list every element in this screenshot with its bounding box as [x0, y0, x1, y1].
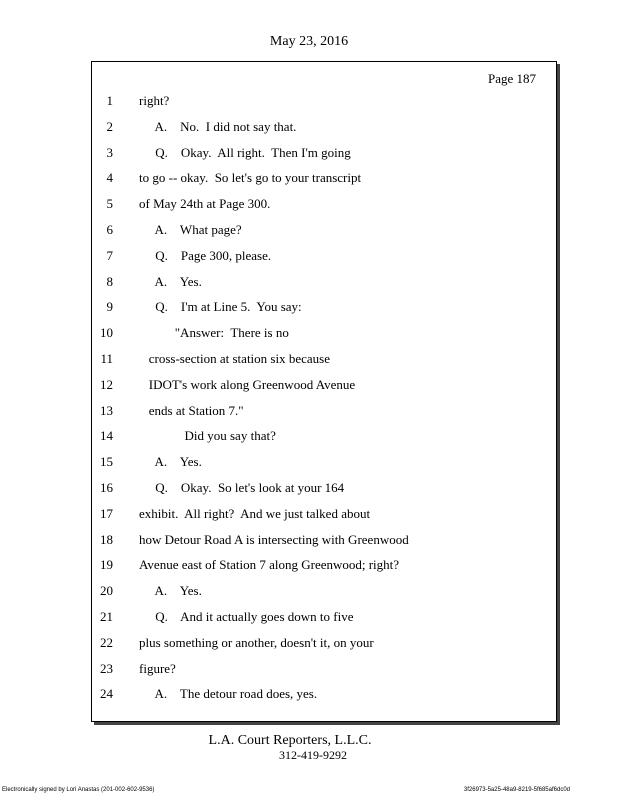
transcript-line	[92, 93, 556, 113]
line-number: 12	[100, 376, 113, 392]
line-text: IDOT's work along Greenwood Avenue	[139, 376, 356, 392]
line-text: Q. Page 300, please.	[139, 247, 272, 263]
line-text: Q. And it actually goes down to five	[139, 609, 354, 624]
line-number: 3	[106, 144, 113, 160]
transcript-line	[92, 635, 556, 655]
page-number: Page 187	[487, 71, 536, 86]
line-text: A. Yes.	[139, 454, 202, 470]
transcript-line	[92, 119, 556, 139]
line-text: A. No. I did not say that.	[139, 118, 297, 134]
line-number: 2	[106, 118, 113, 134]
transcript-line	[92, 506, 556, 526]
line-text: Q. Okay. So let's look at your 164	[139, 480, 345, 495]
line-number: 7	[106, 247, 113, 263]
line-number: 8	[106, 273, 113, 289]
transcript-line	[92, 222, 556, 242]
transcript-page	[91, 61, 557, 722]
line-number: 20	[100, 583, 113, 599]
line-number: 14	[100, 428, 113, 444]
line-number: 24	[100, 686, 113, 702]
line-number: 13	[100, 402, 113, 418]
transcript-line	[92, 661, 556, 681]
transcript-line	[92, 532, 556, 552]
line-number: 16	[100, 480, 113, 495]
line-text: Did you say that?	[139, 428, 276, 444]
electronic-signature-note: Electronically signed by Lori Anastas (201-002-602-9536)	[2, 787, 155, 793]
line-text: A. What page?	[139, 222, 242, 237]
line-text: A. The detour road does, yes.	[139, 686, 318, 702]
line-text: ends at Station 7."	[139, 402, 244, 418]
line-number: 23	[100, 660, 113, 676]
reporter-company: L.A. Court Reporters, L.L.C.	[208, 733, 372, 748]
transcript-line	[92, 196, 556, 216]
line-number: 22	[100, 634, 113, 650]
transcript-line	[92, 325, 556, 345]
line-text: Q. I'm at Line 5. You say:	[139, 299, 302, 315]
transcript-line	[92, 686, 556, 706]
line-number: 5	[106, 196, 113, 212]
line-text: cross-section at station six because	[139, 351, 330, 366]
line-text: of May 24th at Page 300.	[139, 196, 271, 212]
line-number: 15	[100, 454, 113, 470]
transcript-line	[92, 454, 556, 474]
transcript-line	[92, 377, 556, 397]
transcript-line	[92, 403, 556, 423]
line-text: to go -- okay. So let's go to your transcript	[139, 170, 362, 186]
transcript-line	[92, 351, 556, 371]
line-text: Avenue east of Station 7 along Greenwood; right?	[139, 557, 400, 573]
document-hash: 3f26973-5a25-48a9-8219-5f685af6dc0d	[463, 787, 570, 793]
line-number: 21	[100, 609, 113, 624]
line-text: right?	[139, 93, 170, 108]
line-text: Q. Okay. All right. Then I'm going	[139, 144, 351, 160]
line-text: how Detour Road A is intersecting with Greenwood	[139, 531, 409, 547]
transcript-line	[92, 557, 556, 577]
transcript-line	[92, 248, 556, 268]
transcript-line	[92, 170, 556, 190]
line-text: "Answer: There is no	[139, 325, 289, 341]
reporter-phone: 312-419-9292	[279, 748, 347, 762]
line-text: A. Yes.	[139, 273, 202, 289]
transcript-line	[92, 480, 556, 500]
transcript-line	[92, 609, 556, 629]
transcript-line	[92, 583, 556, 603]
line-number: 1	[106, 93, 113, 108]
line-number: 10	[100, 325, 113, 341]
line-text: plus something or another, doesn't it, on your	[139, 634, 374, 650]
transcript-line	[92, 299, 556, 319]
line-number: 4	[106, 170, 113, 186]
transcript-date: May 23, 2016	[269, 34, 349, 49]
transcript-line	[92, 274, 556, 294]
line-text: exhibit. All right? And we just talked about	[139, 505, 371, 521]
line-number: 17	[100, 505, 113, 521]
line-number: 9	[106, 299, 113, 315]
line-text: figure?	[139, 660, 176, 676]
transcript-line	[92, 145, 556, 165]
transcript-line	[92, 428, 556, 448]
line-number: 11	[100, 351, 113, 366]
line-number: 6	[106, 222, 113, 237]
line-number: 18	[100, 531, 113, 547]
line-text: A. Yes.	[139, 583, 202, 599]
line-number: 19	[100, 557, 113, 573]
